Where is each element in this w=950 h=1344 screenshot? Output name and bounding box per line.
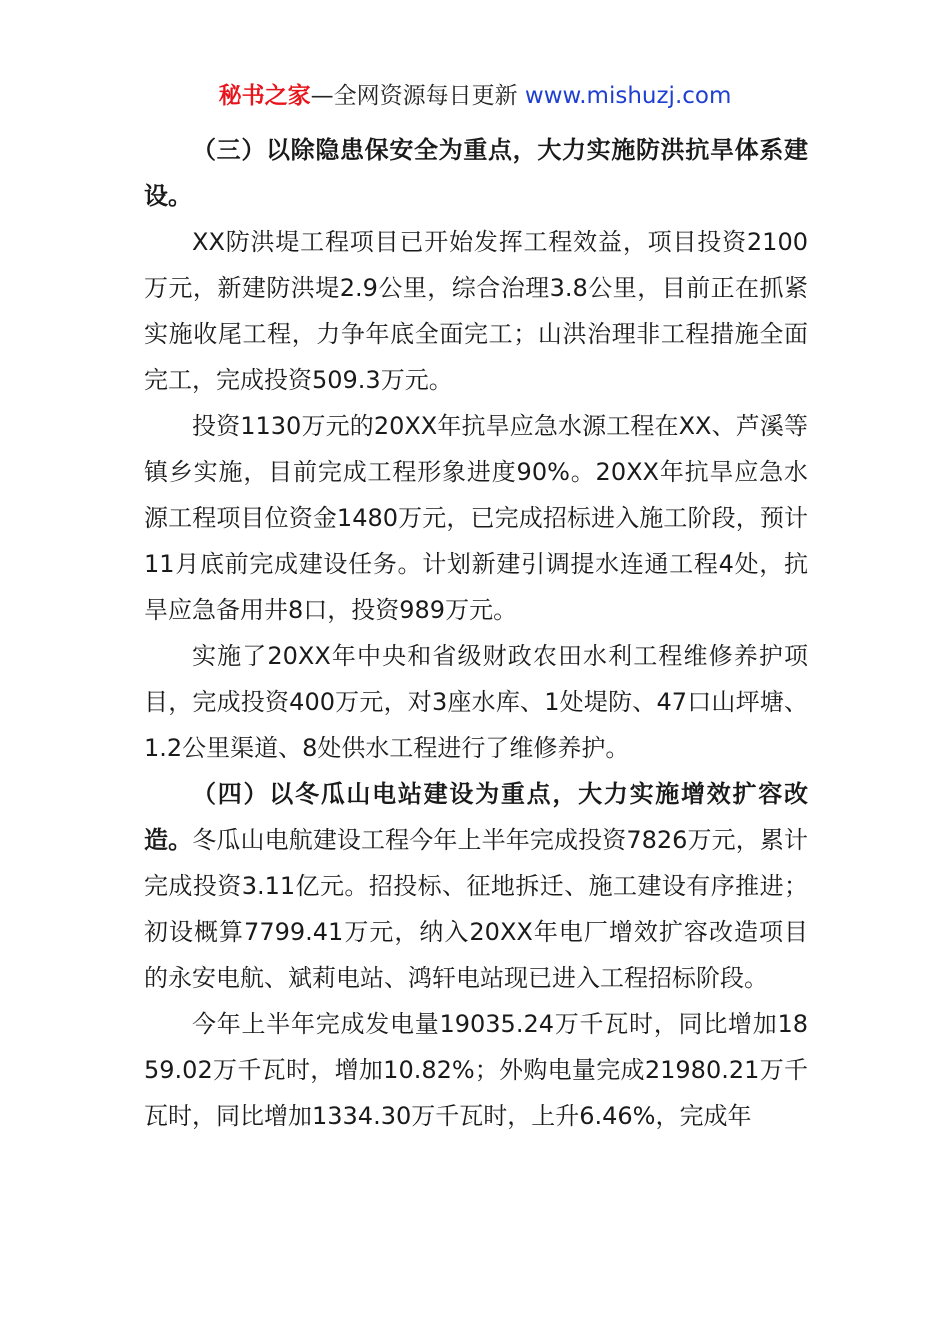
paragraph-text: 冬瓜山电航建设工程今年上半年完成投资7826万元，累计完成投资3.11亿元。招投标、征地拆迁、施工建设有序推进；初设概算7799.41万元，纳入20XX年电厂增效扩容改造项目的永安电航、斌莉电站、鸿轩电站现已进入工程招标阶段。 [144, 826, 808, 992]
paragraph-flood-levee [144, 219, 808, 403]
paragraph-text: 实施了20XX年中央和省级财政农田水利工程维修养护项目，完成投资400万元，对3座水库、1处堤防、47口山坪塘、1.2公里渠道、8处供水工程进行了维修养护。 [144, 642, 808, 762]
page-header [0, 80, 950, 112]
document-body [144, 127, 808, 1139]
paragraph-text: 投资1130万元的20XX年抗旱应急水源工程在XX、芦溪等镇乡实施，目前完成工程形象进度90%。20XX年抗旱应急水源工程项目位资金1480万元，已完成招标进入施工阶段，预计11月底前完成建设任务。计划新建引调提水连通工程4处，抗旱应急备用井8口，投资989万元。 [144, 412, 808, 624]
paragraph-maintenance [144, 633, 808, 771]
heading-text: （四）以冬瓜山电站建设为重点，大力实施增效扩容改造。 [144, 780, 808, 854]
paragraph-drought-water-source [144, 403, 808, 633]
heading-text: （三）以除隐患保安全为重点，大力实施防洪抗旱体系建设。 [144, 136, 808, 210]
section-heading-three [144, 127, 808, 219]
paragraph-text: XX防洪堤工程项目已开始发挥工程效益，项目投资2100万元，新建防洪堤2.9公里，综合治理3.8公里，目前正在抓紧实施收尾工程，力争年底全面完工；山洪治理非工程措施全面完工，完成投资509.3万元。 [144, 228, 808, 394]
site-url-link[interactable]: www.mishuzj.com [524, 83, 732, 109]
section-heading-four [144, 771, 808, 1001]
brand-name: 秘书之家 [218, 83, 311, 109]
paragraph-power-generation [144, 1001, 808, 1139]
header-tagline: —全网资源每日更新 [310, 83, 525, 109]
paragraph-text: 今年上半年完成发电量19035.24万千瓦时，同比增加1859.02万千瓦时，增加10.82%；外购电量完成21980.21万千瓦时，同比增加1334.30万千瓦时，上升6.46%，完成年 [144, 1010, 808, 1130]
